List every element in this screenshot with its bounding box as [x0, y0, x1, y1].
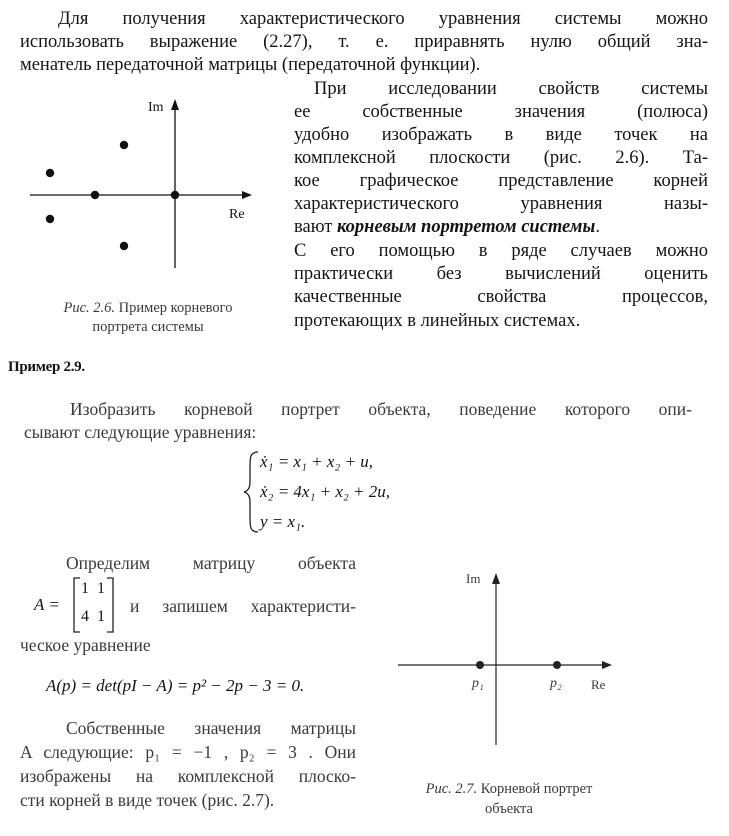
fig26-root-6: [120, 242, 128, 250]
fig27-root-p1: [476, 661, 484, 669]
task-line-1: Изобразить корневой портрет объекта, поведение которого опи-: [70, 399, 692, 419]
fig27-im-label: Im: [466, 571, 481, 586]
fig27-re-arrow: [602, 661, 612, 669]
intro-line-3: менатель передаточной матрицы (передаточной функции).: [20, 55, 481, 75]
system-eq-3: y = x₁.: [260, 512, 306, 531]
example-title: Пример 2.9.: [8, 359, 85, 375]
fig26-im-arrow: [171, 99, 179, 110]
matrix-cell-12: 1: [97, 580, 105, 597]
fig27-re-label: Re: [591, 677, 606, 692]
fig26-re-label: Re: [229, 207, 245, 222]
matrix-label: A =: [34, 595, 60, 614]
fig26-re-arrow: [242, 191, 252, 199]
task-line-2: сывают следующие уравнения:: [24, 422, 257, 442]
right-line-6: характеристического уравнения назы-: [294, 194, 708, 214]
right-line-1: При исследовании свойств системы: [314, 79, 708, 99]
right-line-7-end: .: [595, 217, 600, 237]
fig26-caption-line-2: портрета системы: [92, 319, 204, 335]
system-eq-1: ẋ₁ = x₁ + x₂ + u,: [260, 452, 374, 471]
right-line-3: удобно изображать в виде точек на: [294, 125, 708, 145]
fig26-caption-num: Рис. 2.6.: [63, 300, 116, 316]
matrix-cell-21: 4: [81, 608, 89, 625]
fig27-p2-label: p₂: [550, 676, 562, 691]
left-line-2: и запишем характеристи-: [130, 596, 356, 616]
matrix-cell-11: 1: [81, 580, 89, 597]
fig26-root-1: [120, 141, 128, 149]
left-line-6: изображены на комплексной плоско-: [20, 766, 356, 786]
right-line-7: [294, 216, 600, 238]
fig26-root-4: [171, 191, 179, 199]
fig27-caption: [396, 780, 622, 799]
fig26-caption-text: Пример корневого: [115, 300, 233, 316]
left-line-1: Определим матрицу объекта: [66, 553, 356, 573]
fig26-root-5: [46, 215, 54, 223]
right-line-4: комплексной плоскости (рис. 2.6). Та-: [294, 148, 708, 168]
fig26-root-2: [46, 169, 54, 177]
right-line-11: протекающих в линейных системах.: [294, 311, 581, 331]
right-line-9: практически без вычислений оценить: [294, 264, 708, 284]
right-line-5: кое графическое представление корней: [294, 171, 708, 191]
fig26-root-3: [91, 191, 99, 199]
left-line-7: сти корней в виде точек (рис. 2.7).: [20, 790, 275, 810]
left-line-3: ческое уравнение: [20, 635, 151, 655]
fig26-caption: [30, 299, 266, 318]
fig27-root-p2: [553, 661, 561, 669]
intro-line-2: использовать выражение (2.27), т. е. приравнять нулю общий зна-: [20, 32, 708, 52]
fig27-p1-label: p₁: [472, 676, 484, 691]
fig27-caption-num: Рис. 2.7.: [425, 781, 478, 797]
system-eq-2: ẋ₂ = 4x₁ + x₂ + 2u,: [260, 482, 391, 501]
right-line-10: качественные свойства процессов,: [294, 287, 708, 307]
intro-line-1: Для получения характеристического уравнения системы можно: [58, 9, 708, 29]
fig26-im-label: Im: [148, 100, 164, 115]
char-equation: A(p) = det(pI − A) = p² − 2p − 3 = 0.: [46, 676, 305, 695]
fig27-caption-line-2: объекта: [484, 801, 533, 817]
right-line-7-start: вают: [294, 217, 337, 237]
right-line-8: С его помощью в ряде случаев можно: [294, 241, 708, 261]
left-line-4: Собственные значения матрицы: [66, 718, 356, 738]
right-line-2: ее собственные значения (полюса): [294, 102, 708, 122]
matrix-cell-22: 1: [97, 608, 105, 625]
left-line-5: A следующие: p₁ = −1 , p₂ = 3 . Они: [20, 742, 356, 762]
fig27-im-arrow: [492, 573, 500, 584]
term-root-portrait: корневым портретом системы: [337, 217, 596, 237]
fig27-caption-text: Корневой портрет: [477, 781, 593, 797]
